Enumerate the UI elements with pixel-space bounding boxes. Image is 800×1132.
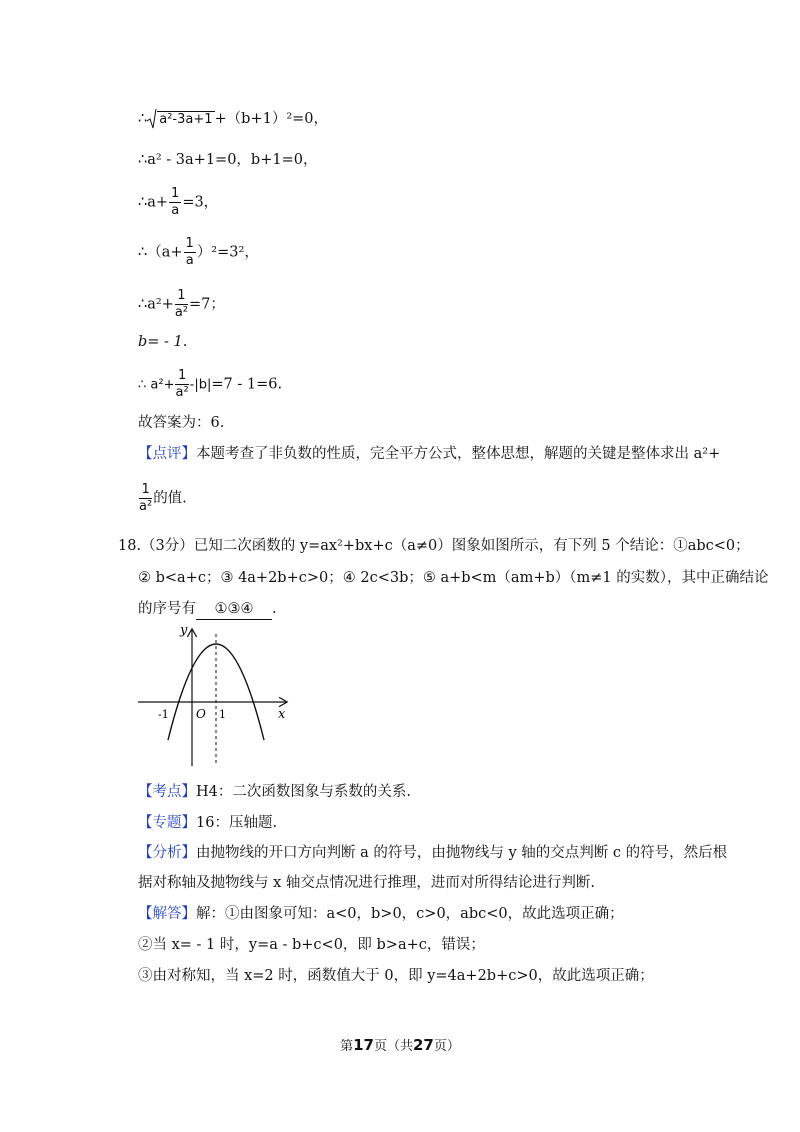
fenxi-text: 由抛物线的开口方向判断 a 的符号，由抛物线与 y 轴的交点判断 c 的符号，然后根 xyxy=(196,845,728,861)
fraction-denominator: a² xyxy=(175,385,189,400)
fraction-numerator: 1 xyxy=(139,482,152,499)
answer-blank: ①③④ xyxy=(196,599,272,620)
equation-rest: +（b+1）²=0， xyxy=(214,111,329,127)
solution-line-6: b= - 1. xyxy=(138,334,188,350)
question-18-line-3 xyxy=(138,599,277,620)
therefore-symbol: ∴ xyxy=(138,111,148,127)
expr-prefix: ∴（a+ xyxy=(138,244,183,261)
fraction-numerator: 1 xyxy=(175,368,188,385)
question-18-line-1: 18.（3分）已知二次函数的 y=ax²+bx+c（a≠0）图象如图所示，有下列 5 个结论：①abc<0； xyxy=(118,538,750,554)
review-tag: 【点评】 xyxy=(138,446,196,462)
answer-line: 故答案为：6. xyxy=(138,415,225,431)
solution-line-7 xyxy=(138,368,282,401)
fraction xyxy=(175,368,188,401)
page-number: 17 xyxy=(353,1036,374,1054)
expr-prefix: ∴a²+ xyxy=(138,296,174,313)
fraction xyxy=(139,482,152,515)
fenxi-line-1 xyxy=(138,843,727,863)
tick-label-neg-1: -1 xyxy=(158,708,169,721)
jieda-line-2: ②当 x= - 1 时，y=a - b+c<0，即 b>a+c，错误； xyxy=(138,937,485,953)
y-axis-label: y xyxy=(180,623,188,638)
expr-suffix: =3， xyxy=(182,194,219,211)
solution-line-5 xyxy=(138,288,225,321)
footer-post: 页） xyxy=(433,1039,460,1054)
abs-value: -|b| xyxy=(189,377,212,393)
radical-sign-icon xyxy=(147,108,157,130)
solution-line-4 xyxy=(138,236,259,269)
jieda-line-1 xyxy=(138,904,624,924)
review-line xyxy=(138,444,720,464)
zhuanti-text: 16：压轴题. xyxy=(196,815,278,831)
fraction-denominator: a xyxy=(171,203,180,218)
answer-suffix: . xyxy=(272,601,277,617)
kaodian-tag: 【考点】 xyxy=(138,784,196,800)
fraction-numerator: 1 xyxy=(185,236,194,251)
fraction xyxy=(175,288,188,321)
review-line-2 xyxy=(138,482,187,515)
expr-suffix: =7； xyxy=(189,296,225,313)
fraction-denominator: a xyxy=(185,253,194,268)
expr-prefix: ∴ a²+ xyxy=(138,377,175,393)
expr-prefix: ∴a+ xyxy=(138,194,169,211)
jieda-line-3: ③由对称知，当 x=2 时，函数值大于 0，即 y=4a+2b+c>0，故此选项正确； xyxy=(138,968,654,984)
x-axis-label: x xyxy=(278,707,286,722)
kaodian-line xyxy=(138,782,411,802)
question-18-line-2: ② b<a+c；③ 4a+2b+c>0；④ 2c<3b；⑤ a+b<m（am+b）（m≠1 的实数），其中正确结论 xyxy=(138,570,769,586)
origin-label: O xyxy=(196,707,206,721)
total-pages: 27 xyxy=(413,1036,434,1054)
fenxi-line-2: 据对称轴及抛物线与 x 轴交点情况进行推理，进而对所得结论进行判断. xyxy=(138,875,596,891)
zhuanti-tag: 【专题】 xyxy=(138,815,196,831)
jieda-text: 解：①由图象可知：a<0，b>0，c>0，abc<0，故此选项正确； xyxy=(196,906,624,922)
fraction xyxy=(169,186,181,219)
zhuanti-line xyxy=(138,813,277,833)
fraction xyxy=(184,236,196,269)
review-suffix: 的值. xyxy=(153,490,187,507)
tick-label-1: 1 xyxy=(219,708,226,721)
answer-prefix: 的序号有 xyxy=(138,601,196,617)
expr-suffix: ）²=3²， xyxy=(196,244,259,261)
fraction-denominator: a² xyxy=(174,305,189,320)
review-text: 本题考查了非负数的性质，完全平方公式，整体思想，解题的关键是整体求出 a²+ xyxy=(196,446,721,462)
kaodian-text: H4：二次函数图象与系数的关系. xyxy=(196,784,411,800)
page-footer xyxy=(0,1035,800,1054)
solution-line-1 xyxy=(138,108,328,130)
footer-pre: 第 xyxy=(340,1039,354,1054)
fraction-denominator: a² xyxy=(139,499,153,514)
fenxi-tag: 【分析】 xyxy=(138,845,196,861)
parabola-graph xyxy=(136,620,296,768)
solution-line-2: ∴a² - 3a+1=0，b+1=0， xyxy=(138,152,318,168)
solution-line-3 xyxy=(138,186,218,219)
radicand: a²-3a+1 xyxy=(159,112,213,127)
footer-mid: 页（共 xyxy=(373,1039,413,1054)
jieda-tag: 【解答】 xyxy=(138,906,196,922)
fraction-numerator: 1 xyxy=(171,186,180,201)
fraction-numerator: 1 xyxy=(175,288,188,305)
expr-suffix: =7 - 1=6. xyxy=(211,376,283,393)
